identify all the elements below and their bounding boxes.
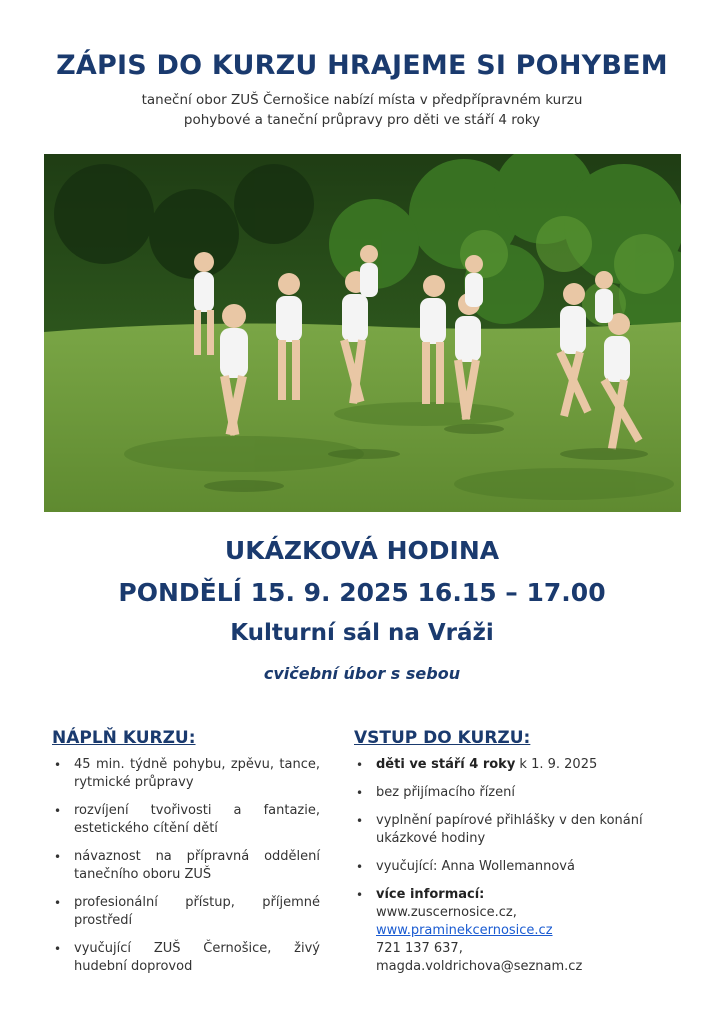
list-item [354, 756, 684, 774]
bullet-icon: • [54, 942, 62, 956]
entry-heading: VSTUP DO KURZU: [354, 728, 531, 748]
email-address: magda.voldrichova@seznam.cz [376, 959, 583, 974]
children-dancing-photo [44, 154, 681, 512]
list-item [354, 784, 684, 802]
more-info-heading: více informací: [376, 887, 485, 902]
bullet-icon: • [54, 850, 62, 864]
list-item-text: profesionální přístup, příjemné prostředí [74, 895, 320, 928]
bullet-icon: • [356, 814, 364, 828]
age-requirement: děti ve stáří 4 roky [376, 757, 516, 772]
list-item-text: 45 min. týdně pohybu, zpěvu, tance, rytmické průpravy [74, 757, 320, 790]
list-item-text: rozvíjení tvořivosti a fantazie, estetického cítění dětí [74, 803, 320, 836]
subtitle-line-2: pohybové a taneční průpravy pro děti ve stáří 4 roky [183, 112, 541, 128]
list-item-text: bez přijímacího řízení [376, 785, 515, 800]
event-heading: UKÁZKOVÁ HODINA [224, 536, 500, 565]
website-zus: www.zuscernosice.cz, [376, 905, 517, 920]
list-item [354, 858, 684, 876]
list-item [52, 802, 320, 838]
list-item [52, 894, 320, 930]
list-item-text: návaznost na přípravná oddělení tanečního oboru ZUŠ [74, 849, 320, 882]
bullet-icon: • [54, 804, 62, 818]
course-entry-section [354, 728, 684, 986]
list-item [52, 940, 320, 976]
teacher-name: vyučující: Anna Wollemannová [376, 859, 575, 874]
list-item-text: vyplnění papírové přihlášky v den konání ukázkové hodiny [376, 813, 643, 846]
course-heading: NÁPLŇ KURZU: [52, 728, 196, 748]
phone-number: 721 137 637, [376, 941, 463, 956]
bullet-icon: • [54, 758, 62, 772]
entry-list [354, 756, 684, 976]
list-item [52, 848, 320, 884]
event-datetime: PONDĚLÍ 15. 9. 2025 16.15 – 17.00 [118, 578, 606, 607]
bullet-icon: • [54, 896, 62, 910]
bullet-icon: • [356, 860, 364, 874]
course-content-section [52, 728, 320, 986]
list-item [354, 812, 684, 848]
list-item [354, 886, 684, 976]
course-list [52, 756, 320, 976]
event-note: cvičební úbor s sebou [263, 664, 461, 683]
bullet-icon: • [356, 758, 364, 772]
age-date: k 1. 9. 2025 [515, 757, 598, 772]
subtitle-line-1: taneční obor ZUŠ Černošice nabízí místa v předpřípravném kurzu [141, 92, 583, 108]
bullet-icon: • [356, 888, 364, 902]
event-venue: Kulturní sál na Vráži [230, 620, 494, 646]
poster-subtitle [0, 90, 724, 130]
website-praminek-link[interactable]: www.praminekcernosice.cz [376, 923, 553, 938]
list-item-text: vyučující ZUŠ Černošice, živý hudební doprovod [74, 941, 320, 974]
list-item [52, 756, 320, 792]
poster-title: ZÁPIS DO KURZU HRAJEME SI POHYBEM [56, 50, 668, 81]
bullet-icon: • [356, 786, 364, 800]
